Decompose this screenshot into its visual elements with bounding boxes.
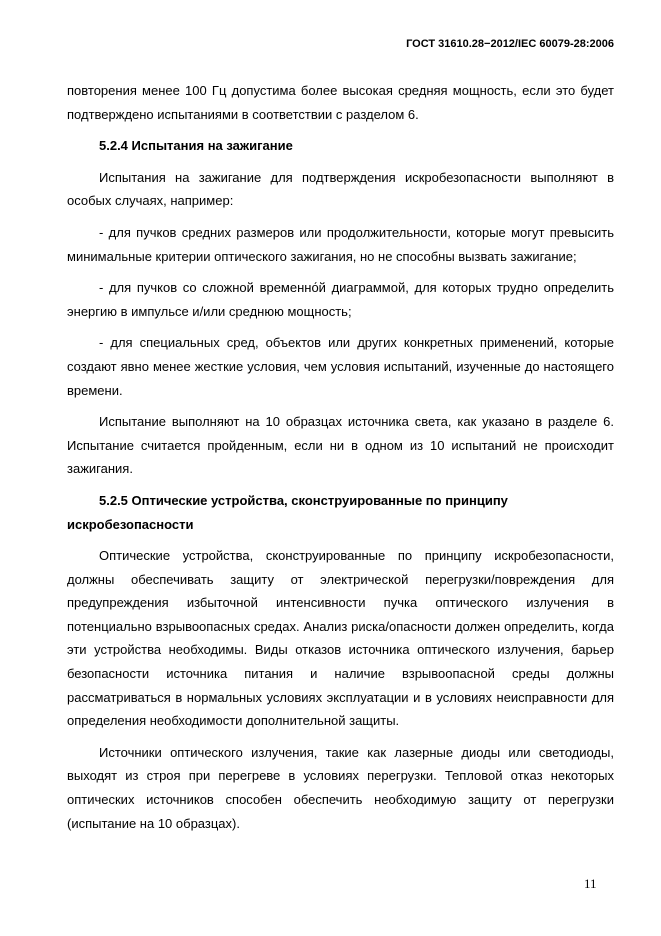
document-header: ГОСТ 31610.28−2012/IEC 60079-28:2006: [406, 38, 614, 50]
paragraph-continuation: повторения менее 100 Гц допустима более высокая средняя мощность, если это будет подтверждено испытаниями в соответствии с разделом 6.: [67, 83, 614, 122]
paragraph: Испытания на зажигание для подтверждения искробезопасности выполняют в особых случаях, например:: [67, 169, 614, 209]
page-number: 11: [584, 876, 597, 891]
section-heading-5-2-4: 5.2.4 Испытания на зажигание: [99, 138, 293, 154]
section-heading-5-2-5: 5.2.5 Оптические устройства, сконструированные по принципу искробезопасности: [67, 492, 508, 532]
list-item: - для пучков со сложной временно́й диаграммой, для которых трудно определить энергию в импульсе и/или среднюю мощность;: [67, 280, 614, 319]
paragraph: Оптические устройства, сконструированные по принципу искробезопасности, должны обеспечивать защиту от электрической перегрузки/повреждения для предупреждения избыточной интенсивности пучка оптического излучения в потенциально взрывоопасных средах. Анализ риска/опасности должен определить, когда эти устройства необходимы. Виды отказов источника оптического излучения, барьер безопасности источника питания и наличие взрывоопасной среды должны рассматриваться в нормальных условиях эксплуатации и в условиях неисправности для определения необходимости дополнительной защиты.: [67, 548, 614, 729]
list-item: - для пучков средних размеров или продолжительности, которые могут превысить минимальные критерии оптического зажигания, но не способны вызвать зажигание;: [67, 224, 614, 264]
list-item: - для специальных сред, объектов или других конкретных применений, которые создают явно менее жесткие условия, чем условия испытаний, изученные до настоящего времени.: [67, 335, 614, 398]
paragraph: Испытание выполняют на 10 образцах источника света, как указано в разделе 6. Испытание считается пройденным, если ни в одном из 10 испытаний не происходит зажигания.: [67, 414, 614, 477]
paragraph: Источники оптического излучения, такие как лазерные диоды или светодиоды, выходят из строя при перегреве в условиях перегрузки. Тепловой отказ некоторых оптических источников способен обеспечить необходимую защиту от перегрузки (испытание на 10 образцах).: [67, 744, 614, 831]
document-body: [67, 79, 614, 843]
